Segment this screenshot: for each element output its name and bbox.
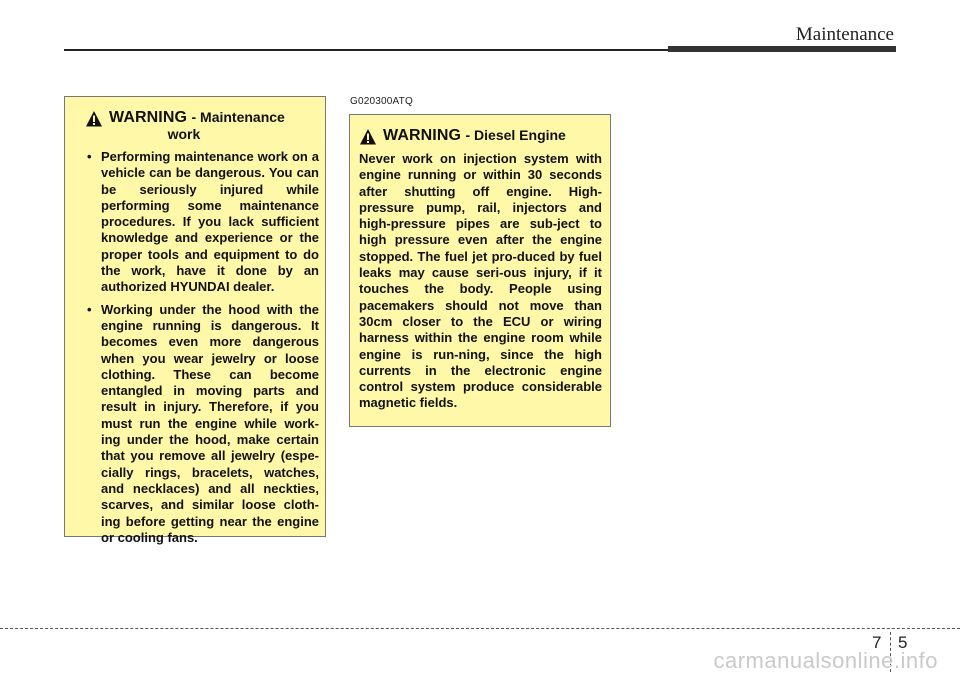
warning-triangle-icon: [85, 110, 103, 128]
section-title: Maintenance: [795, 24, 894, 45]
warning-title: - Maintenance: [191, 109, 285, 125]
warning-word: WARNING: [109, 109, 188, 126]
warning-heading: [359, 127, 602, 146]
section-code: G020300ATQ: [350, 96, 413, 107]
page-number: 5: [898, 633, 908, 652]
list-item: • Performing maintenance work on a vehicle can be dangerous. You can be seriously injured while performing some maintenance procedures. If you lack sufficient knowledge and experience or the proper tools and equipment to do the work, have it done by an authorized HYUNDAI dealer.: [87, 149, 319, 295]
warning-body: Never work on injection system with engine running or within 30 seconds after shutting off engine. High-pressure pump, rail, injectors and high-pressure pipes are sub-ject to high pressure even after the engine stopped. The fuel jet pro-duced by fuel leaks may cause seri-ous injury, if it touches the body. People using pacemakers should not move than 30cm closer to the ECU or wiring harness within the engine room while engine is run-ning, since the high currents in the electronic engine control system produce considerable magnetic fields.: [359, 151, 602, 411]
footer-divider: [0, 628, 960, 629]
watermark: carmanualsonline.info: [713, 648, 938, 673]
warning-bullet-list: [87, 149, 319, 546]
warning-box-diesel: [349, 114, 611, 427]
header-rule-accent: [668, 46, 896, 52]
warning-title-cont: work: [167, 126, 201, 142]
warning-box-maintenance: [64, 96, 326, 545]
header-rule: [64, 49, 670, 51]
warning-triangle-icon: [359, 128, 377, 146]
warning-word: WARNING: [383, 127, 462, 144]
warning-title: - Diesel Engine: [465, 127, 566, 143]
warning-heading: [85, 109, 319, 143]
chapter-number: 7: [872, 633, 882, 652]
list-item: • Working under the hood with the engine running is dangerous. It becomes even more dangerous when you wear jewelry or loose clothing. These can become entangled in moving parts and result in injury. Therefore, if you must run the engine while work-ing under the hood, make certain that you remove all jewelry (espe-cially rings, bracelets, watches, and necklaces) and all neckties, scarves, and similar loose cloth-ing before getting near the engine or cooling fans.: [87, 301, 319, 545]
